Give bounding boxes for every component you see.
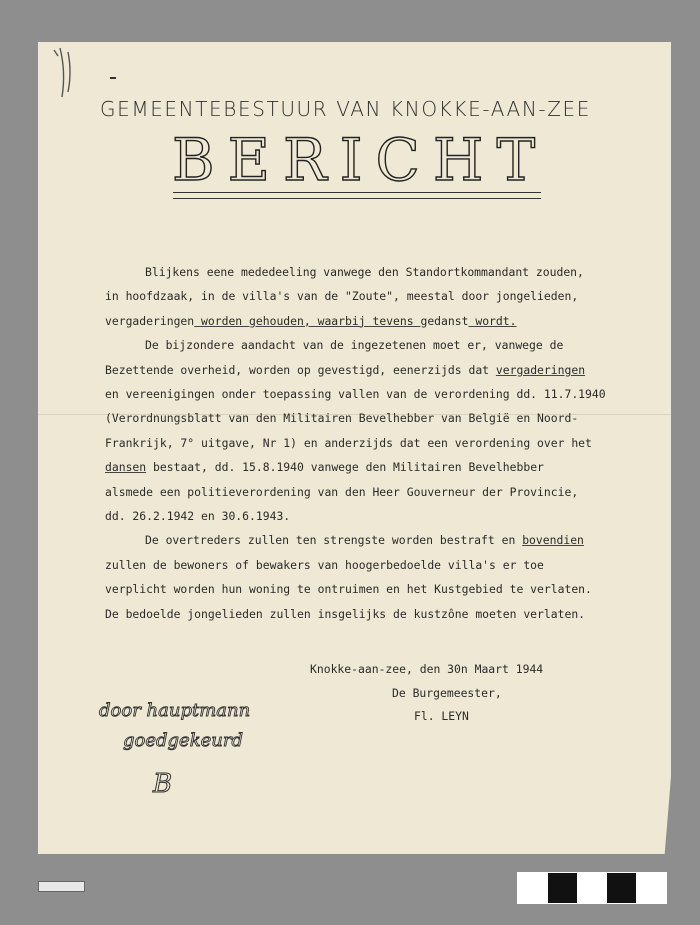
corner-scribble-mark <box>48 42 88 102</box>
signatory-title: De Burgemeester, <box>392 685 502 700</box>
underlined-term: worden gehouden, waarbij tevens <box>194 313 421 328</box>
body-line: (Verordnungsblatt van den Militairen Bevelhebber van België en Noord- <box>105 411 579 426</box>
ruler-segment <box>577 873 607 903</box>
underlined-term: vergaderingen <box>495 362 586 377</box>
body-text: Bezettende overheid, worden op gevestigd, eenerzijds dat <box>105 362 496 377</box>
body-text: bestaat, dd. 15.8.1940 vanwege den Militairen Bevelhebber <box>146 460 544 475</box>
signature-block <box>310 658 543 729</box>
body-line <box>105 455 645 479</box>
body-line: verplicht worden hun woning te ontruimen en het Kustgebied te verlaten. <box>105 582 592 597</box>
underlined-term: dansen <box>105 460 147 475</box>
scale-ruler <box>517 872 667 904</box>
ruler-segment <box>548 873 578 903</box>
handwritten-note-line1: door hauptmann <box>99 700 251 721</box>
dash-mark <box>110 77 116 79</box>
title-underline <box>173 192 541 199</box>
place-date: Knokke-aan-zee, den 30n Maart 1944 <box>310 662 544 676</box>
ruler-segment <box>518 873 548 903</box>
body-line: alsmede een politieverordening van den Heer Gouverneur der Provincie, <box>105 484 579 499</box>
ruler-segment <box>636 873 666 903</box>
body-line: dd. 26.2.1942 en 30.6.1943. <box>105 509 291 524</box>
underlined-term: wordt. <box>468 313 517 328</box>
notice-body <box>105 260 645 626</box>
body-line: Frankrijk, 7° uitgave, Nr 1) en anderzijds dat een verordening over het <box>105 435 592 450</box>
body-line: Blijkens eene mededeeling vanwege den Standortkommandant zouden, <box>145 265 584 279</box>
handwritten-note-line2: goedgekeurd <box>123 730 243 751</box>
archive-label-tag <box>38 881 85 892</box>
body-line: in hoofdzaak, in de villa's van de "Zoute", meestal door jongelieden, <box>105 289 579 304</box>
body-line <box>105 528 645 552</box>
body-text: De overtreders zullen ten strengste worden bestraft en <box>145 533 523 548</box>
body-line: zullen de bewoners of bewakers van hoogerbedoelde villa's er toe <box>105 557 544 572</box>
body-line: De bedoelde jongelieden zullen insgelijks de kustzône moeten verlaten. <box>105 606 586 621</box>
body-text: gedanst <box>420 313 469 328</box>
municipality-header: GEMEENTEBESTUUR VAN KNOKKE-AAN-ZEE <box>100 97 591 121</box>
underlined-term: bovendien <box>522 533 584 548</box>
body-line <box>105 309 645 333</box>
document-title: BERICHT <box>172 126 549 194</box>
handwritten-initial: B <box>153 769 173 799</box>
body-text: vergaderingen <box>105 313 195 328</box>
ruler-segment <box>607 873 637 903</box>
body-line: De bijzondere aandacht van de ingezetenen moet er, vanwege de <box>145 338 564 353</box>
body-line <box>105 358 645 382</box>
handwritten-annotation <box>95 684 305 809</box>
signatory-name: Fl. LEYN <box>414 709 469 723</box>
body-line: en vereenigingen onder toepassing vallen van de verordening dd. 11.7.1940 <box>105 387 606 402</box>
